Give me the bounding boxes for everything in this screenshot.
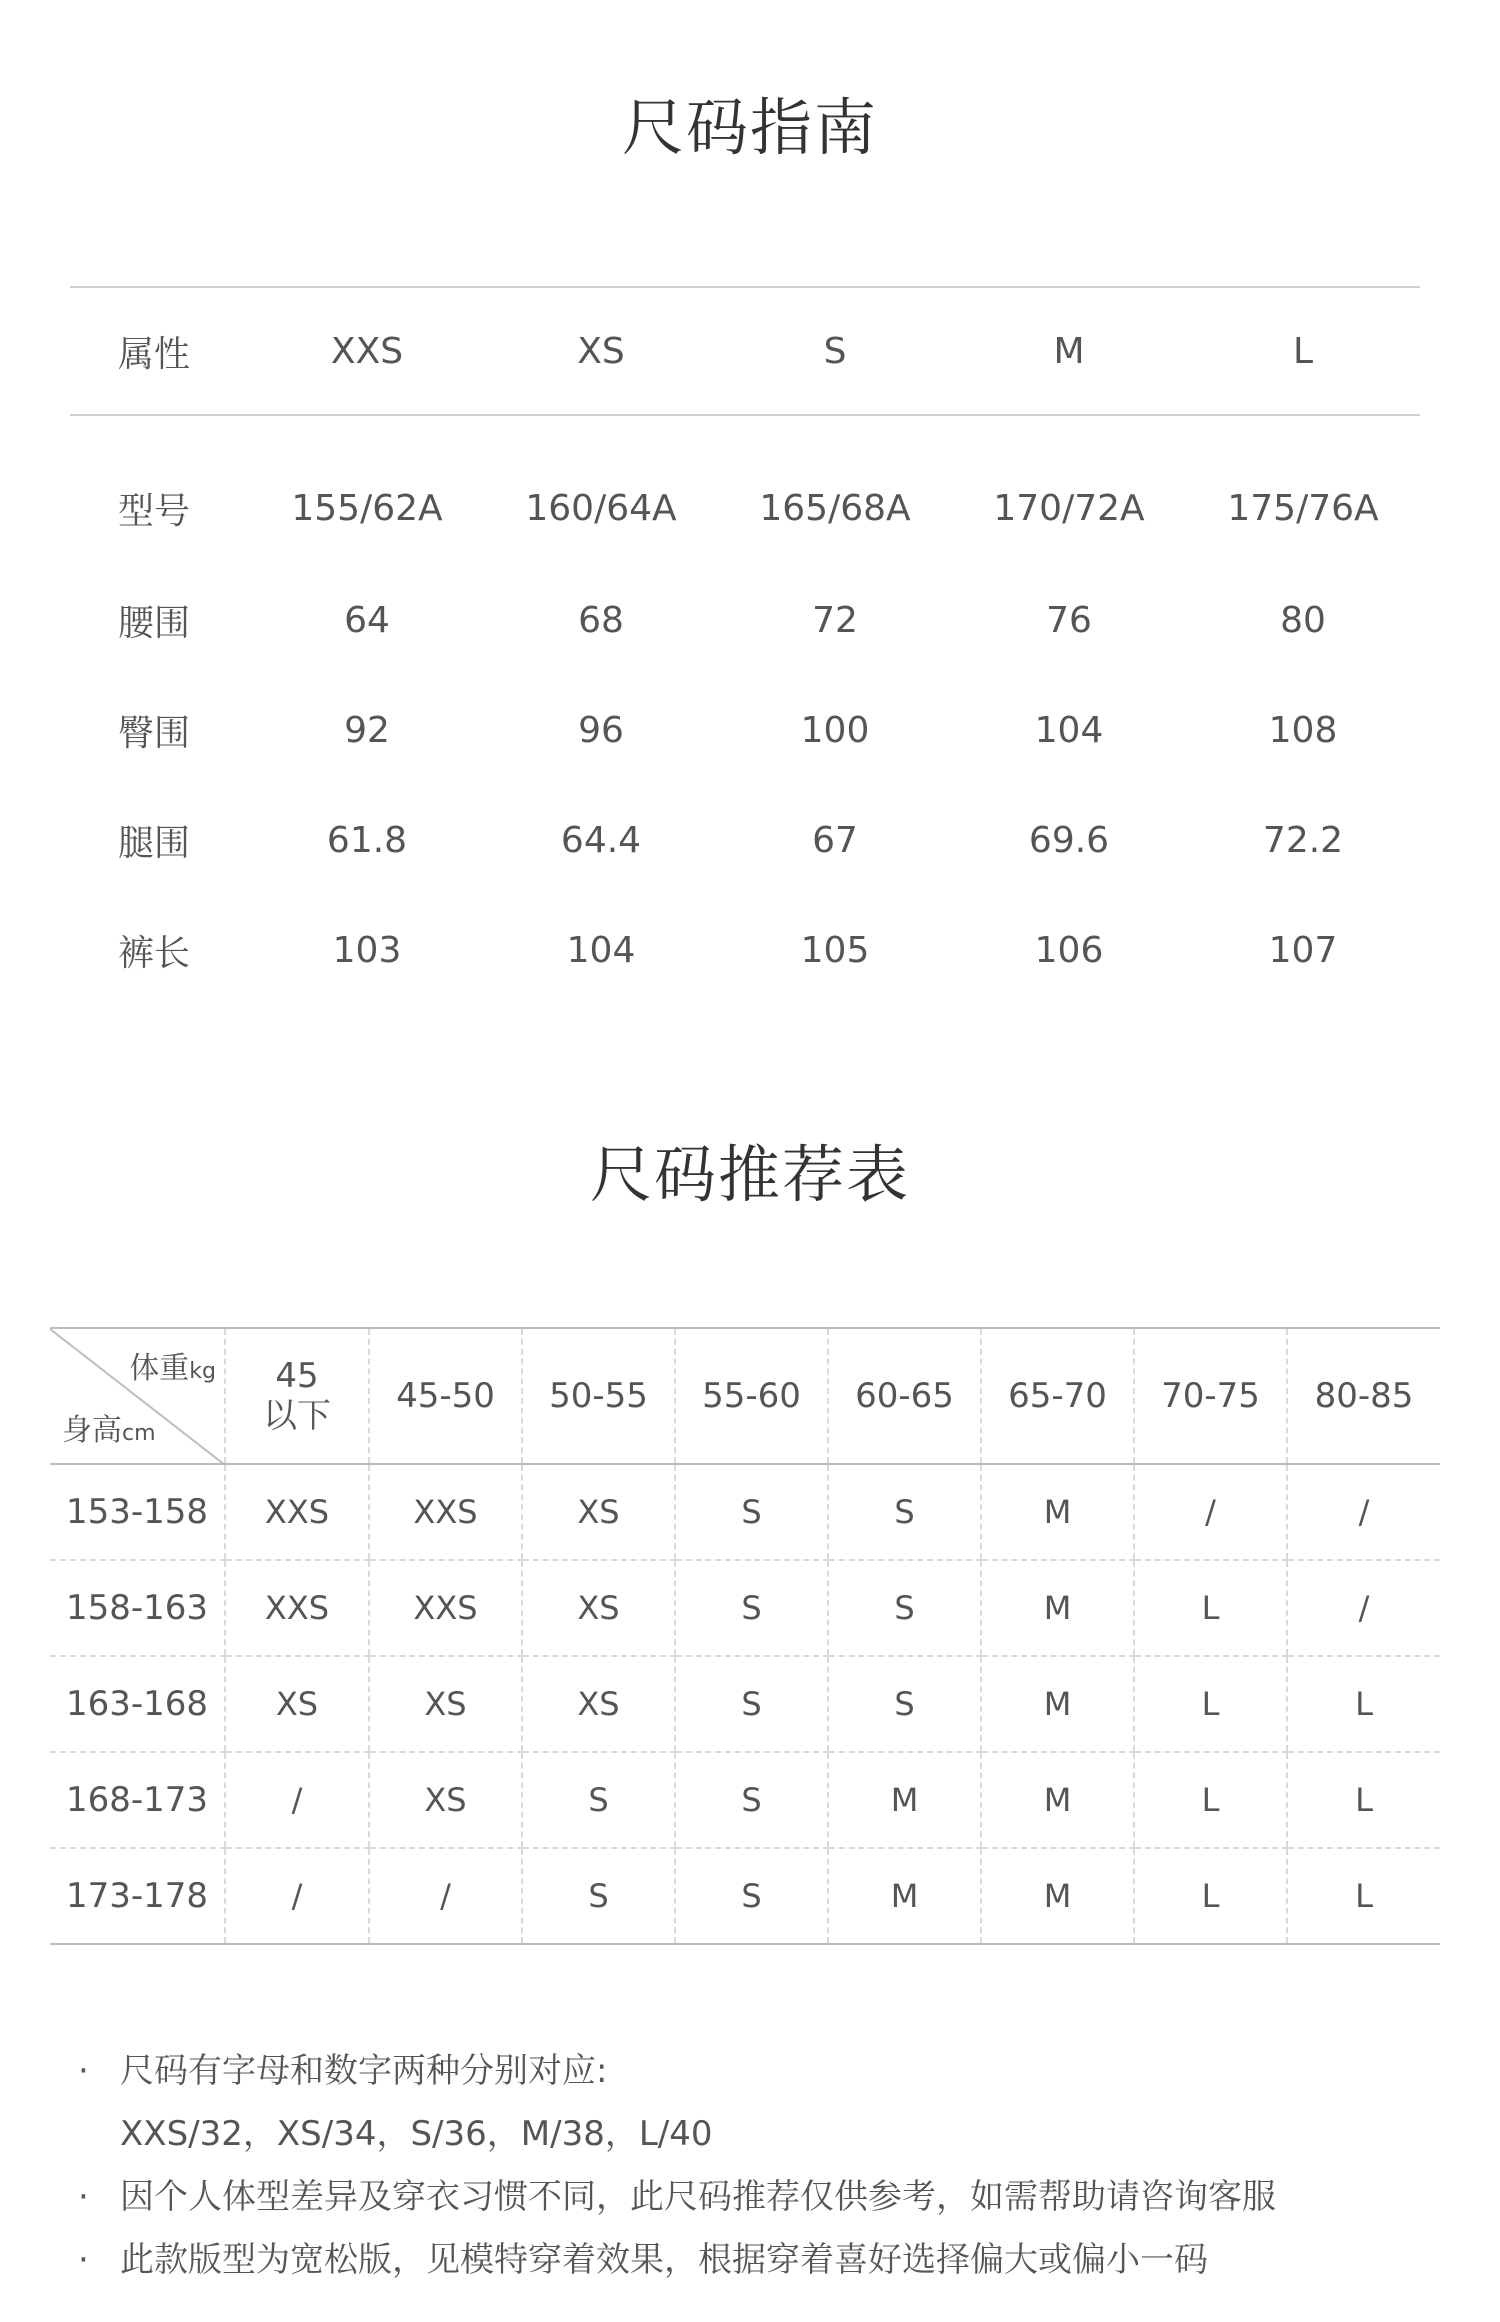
table-cell: 100 [800,709,870,751]
size-cell: S [828,1560,981,1656]
table-cell: 105 [800,929,870,971]
row-model [70,415,1420,565]
table-cell: 64 [344,599,390,641]
table-cell: 155/62A [291,487,443,529]
size-cell: L [1134,1560,1287,1656]
weight-header: 80-85 [1287,1328,1440,1464]
table-cell: 160/64A [525,487,677,529]
size-cell: M [981,1752,1134,1848]
table-cell: 175/76A [1227,487,1379,529]
table-cell: 108 [1268,709,1338,751]
bullet: · [78,2240,89,2280]
weight-header [225,1328,369,1464]
table-cell: 61.8 [326,819,408,861]
size-cell: S [522,1848,675,1944]
note-text: 因个人体型差异及穿衣习惯不同，此尺码推荐仅供参考，如需帮助请咨询客服 [120,2177,1276,2217]
weight-header-line: 以下 [263,1396,331,1436]
table-row [50,1752,1440,1848]
size-guide-table [70,286,1420,1005]
size-cell: / [225,1752,369,1848]
size-cell: S [675,1656,828,1752]
size-cell: XS [369,1656,522,1752]
table-cell: 72 [812,599,858,641]
table-cell: 107 [1268,929,1338,971]
size-cell: XS [522,1560,675,1656]
row-length [70,895,1420,1005]
table-row [50,1656,1440,1752]
note-text: 此款版型为宽松版，见模特穿着效果，根据穿着喜好选择偏大或偏小一码 [120,2240,1208,2280]
list-item [70,2040,1450,2166]
height-cell: 153-158 [50,1464,225,1560]
header-attribute: 属性 [70,287,250,415]
size-cell: XXS [225,1464,369,1560]
size-guide-header-row [70,287,1420,415]
note-text: XXS/32，XS/34，S/36，M/38，L/40 [120,2114,713,2154]
row-label: 型号 [118,490,191,532]
size-cell: XS [522,1656,675,1752]
row-waist [70,565,1420,675]
size-cell: L [1287,1848,1440,1944]
table-cell: 103 [332,929,402,971]
note-text: 尺码有字母和数字两种分别对应: [120,2051,608,2091]
size-cell: M [981,1560,1134,1656]
table-cell: 72.2 [1262,819,1344,861]
table-cell: 92 [344,709,390,751]
size-cell: S [675,1752,828,1848]
bullet: · [78,2051,89,2091]
table-cell: 68 [578,599,624,641]
header-size-xs: XS [484,287,718,415]
recommend-table [50,1327,1440,1945]
size-cell: / [225,1848,369,1944]
size-cell: S [522,1752,675,1848]
table-cell: 76 [1046,599,1092,641]
table-cell: 96 [578,709,624,751]
size-cell: M [981,1464,1134,1560]
size-cell: L [1287,1656,1440,1752]
size-cell: L [1134,1848,1287,1944]
size-cell: XS [225,1656,369,1752]
bullet: · [78,2177,89,2217]
corner-header [50,1328,225,1464]
table-cell: 80 [1280,599,1326,641]
weight-header-line: 45 [275,1356,319,1396]
size-cell: XS [369,1752,522,1848]
table-row [50,1464,1440,1560]
size-cell: M [981,1848,1134,1944]
list-item [70,2229,1450,2292]
size-cell: S [828,1464,981,1560]
size-cell: S [828,1656,981,1752]
header-size-xxs: XXS [250,287,484,415]
size-guide-title: 尺码指南 [621,91,878,164]
table-cell: 165/68A [759,487,911,529]
size-cell: / [1287,1560,1440,1656]
height-cell: 158-163 [50,1560,225,1656]
height-label: 身高cm [62,1413,156,1448]
size-cell: L [1287,1752,1440,1848]
size-cell: XXS [369,1464,522,1560]
notes-list [70,2040,1450,2292]
weight-header: 60-65 [828,1328,981,1464]
row-label: 腰围 [118,602,191,644]
row-hip [70,675,1420,785]
size-cell: / [1134,1464,1287,1560]
size-cell: M [828,1848,981,1944]
weight-header: 70-75 [1134,1328,1287,1464]
table-row [50,1560,1440,1656]
size-cell: M [828,1752,981,1848]
list-item [70,2166,1450,2229]
size-cell: L [1134,1752,1287,1848]
row-thigh [70,785,1420,895]
size-cell: S [675,1560,828,1656]
row-label: 裤长 [118,932,191,974]
size-cell: L [1134,1656,1287,1752]
table-cell: 104 [566,929,636,971]
height-cell: 168-173 [50,1752,225,1848]
weight-label: 体重kg [129,1351,216,1386]
weight-header: 55-60 [675,1328,828,1464]
header-size-m: M [952,287,1186,415]
height-cell: 163-168 [50,1656,225,1752]
row-label: 臀围 [118,712,191,754]
table-cell: 67 [812,819,858,861]
table-row [50,1848,1440,1944]
recommend-title: 尺码推荐表 [589,1138,910,1211]
size-cell: XXS [369,1560,522,1656]
table-cell: 64.4 [560,819,642,861]
header-size-l: L [1186,287,1420,415]
table-cell: 106 [1034,929,1104,971]
height-cell: 173-178 [50,1848,225,1944]
size-cell: S [675,1464,828,1560]
size-cell: S [675,1848,828,1944]
weight-header: 50-55 [522,1328,675,1464]
weight-header: 45-50 [369,1328,522,1464]
table-cell: 104 [1034,709,1104,751]
size-cell: / [1287,1464,1440,1560]
header-size-s: S [718,287,952,415]
table-cell: 170/72A [993,487,1145,529]
size-cell: XS [522,1464,675,1560]
row-label: 腿围 [118,822,191,864]
size-cell: XXS [225,1560,369,1656]
weight-header: 65-70 [981,1328,1134,1464]
size-cell: / [369,1848,522,1944]
size-cell: M [981,1656,1134,1752]
table-cell: 69.6 [1028,819,1110,861]
recommend-header-row [50,1328,1440,1464]
